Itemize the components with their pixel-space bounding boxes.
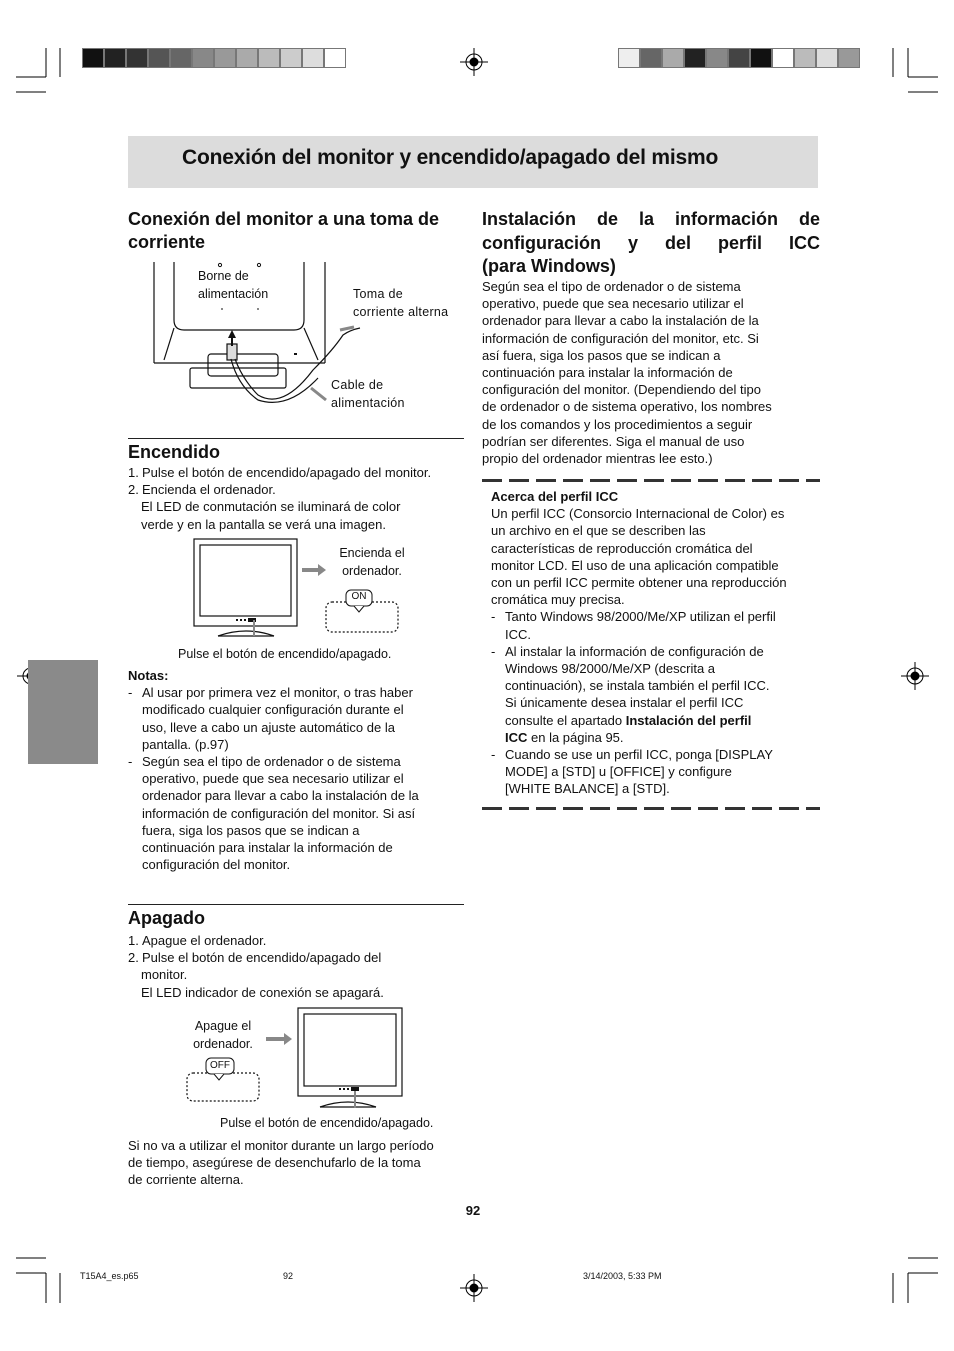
- nota-line: operativo, puede que sea necesario utilizar el: [142, 771, 404, 787]
- step-number: 2.: [128, 482, 139, 498]
- nota-line: información de configuración del monitor. Si así: [142, 805, 416, 821]
- label-line: Apague el: [194, 1019, 252, 1033]
- page-title: Conexión del monitor y encendido/apagado del mismo: [182, 146, 719, 169]
- intro-line: operativo, puede que sea necesario utilizar el: [482, 296, 744, 312]
- fig2-caption: Pulse el botón de encendido/apagado.: [178, 647, 392, 661]
- dashed-divider: [482, 807, 820, 810]
- icc-line: características de reproducción cromática del: [491, 540, 753, 556]
- label-line: alimentación: [331, 395, 405, 410]
- intro-line: de ordenador o de sistema operativo, los nombres: [482, 399, 772, 415]
- item-line: [505, 729, 821, 746]
- label-line: corriente alterna: [353, 304, 449, 319]
- nota-line: uso, lleve a cabo un ajuste automático de la: [142, 719, 395, 735]
- label-cable: [331, 377, 405, 412]
- icc-heading: [482, 208, 820, 279]
- item-line: [WHITE BALANCE] a [STD].: [505, 781, 670, 797]
- step-number: 2.: [128, 950, 139, 966]
- item-line: Cuando se use un perfil ICC, ponga [DISPLAY: [505, 747, 773, 763]
- icc-line: Un perfil ICC (Consorcio Internacional de Color) es: [491, 506, 785, 522]
- item-text: consulte el apartado: [505, 712, 626, 728]
- divider: [128, 438, 464, 439]
- label-borne: [198, 268, 268, 303]
- label-apague: [184, 1018, 262, 1053]
- heading-line: Instalación de la información de: [482, 209, 820, 229]
- item-line: Tanto Windows 98/2000/Me/XP utilizan el perfil: [505, 609, 776, 625]
- closing-line: de tiempo, asegúrese de desenchufarlo de la toma: [128, 1155, 421, 1171]
- footer-date: 3/14/2003, 5:33 PM: [583, 1271, 662, 1281]
- label-line: ordenador.: [193, 1036, 253, 1051]
- heading-line: configuración y del perfil ICC: [482, 232, 820, 253]
- label-line: ordenador.: [342, 563, 402, 578]
- footer-file: T15A4_es.p65: [80, 1271, 139, 1281]
- nota-item: [128, 753, 466, 873]
- step-note: [128, 498, 468, 532]
- step-number: 1.: [128, 933, 139, 948]
- step-item: [128, 464, 468, 481]
- closing-line: de corriente alterna.: [128, 1172, 244, 1188]
- divider: [128, 904, 464, 905]
- intro-line: propio del ordenador mientras lee esto.): [482, 451, 713, 467]
- step-number: 1.: [128, 465, 139, 480]
- footer-page: 92: [283, 1271, 294, 1281]
- icc-box: [491, 488, 821, 798]
- color-bar-right: [618, 48, 860, 68]
- note-line: El LED de conmutación se iluminará de color: [141, 499, 401, 515]
- closing-line: Si no va a utilizar el monitor durante un largo período: [128, 1138, 434, 1153]
- step-item: [128, 932, 468, 949]
- icc-item: [491, 608, 821, 642]
- intro-line: Según sea el tipo de ordenador o de sistema: [482, 279, 741, 294]
- heading-line: (para Windows): [482, 256, 616, 276]
- intro-line: podrían ser diferentes. Siga el manual de uso: [482, 433, 745, 449]
- cont-line: monitor.: [141, 967, 188, 983]
- step-text: Pulse el botón de encendido/apagado del: [142, 950, 382, 966]
- cont-line: El LED indicador de conexión se apagará.: [141, 984, 384, 1000]
- nota-line: fuera, siga los pasos que se indican a: [142, 822, 360, 838]
- label-line: alimentación: [198, 286, 269, 301]
- conexion-heading: Conexión del monitor a una toma de corriente: [128, 209, 440, 252]
- dash-bullet: -: [128, 685, 133, 701]
- label-line: Borne de: [198, 269, 249, 283]
- item-bold: ICC: [505, 729, 528, 745]
- icc-line: cromática muy precisa.: [491, 592, 625, 608]
- on-badge-label: ON: [351, 591, 367, 602]
- apagado-heading: Apagado: [128, 908, 206, 928]
- nota-line: modificado cualquier configuración durante el: [142, 702, 404, 718]
- color-bar-left: [82, 48, 346, 68]
- closing-text: [128, 1137, 473, 1189]
- label-line: Cable de: [331, 378, 384, 392]
- power-connection-diagram: [128, 260, 473, 415]
- step-text: Pulse el botón de encendido/apagado del monitor.: [142, 465, 432, 480]
- dash-bullet: -: [491, 747, 496, 763]
- dashed-divider: [482, 479, 820, 482]
- label-toma: [353, 286, 448, 321]
- encendido-steps: [128, 464, 468, 533]
- intro-line: continuación para instalar la información de: [482, 365, 733, 381]
- dash-bullet: -: [128, 754, 133, 770]
- intro-line: configuración del monitor. (Dependiendo del tipo: [482, 382, 761, 398]
- section-tab: [28, 660, 98, 764]
- item-line: continuación), se instala también el perfil ICC.: [505, 678, 770, 694]
- item-line: Si únicamente desea instalar el perfil ICC: [505, 695, 744, 711]
- page-number: 92: [465, 1203, 481, 1218]
- step-item: [128, 949, 468, 966]
- encendido-heading: Encendido: [128, 442, 221, 462]
- nota-line: Según sea el tipo de ordenador o de sistema: [142, 754, 401, 770]
- note-line: verde y en la pantalla se verá una imagen.: [141, 516, 386, 532]
- label-line: Toma de: [353, 287, 404, 301]
- icc-item: [491, 643, 821, 746]
- icc-box-heading: Acerca del perfil ICC: [491, 489, 619, 504]
- step-item: [128, 481, 468, 498]
- notas-heading: Notas:: [128, 668, 169, 683]
- label-line: Encienda el: [339, 546, 405, 560]
- label-encienda: [333, 545, 411, 580]
- item-line: MODE] a [STD] u [OFFICE] y configure: [505, 764, 732, 780]
- item-line: Windows 98/2000/Me/XP (descrita a: [505, 661, 716, 677]
- apagado-steps: [128, 932, 468, 1001]
- dash-bullet: -: [491, 609, 496, 625]
- item-line: [505, 712, 821, 729]
- item-bold: Instalación del perfil: [625, 712, 752, 728]
- icc-intro: [482, 278, 820, 467]
- nota-line: Al usar por primera vez el monitor, o tras haber: [142, 685, 413, 701]
- icc-item: [491, 746, 821, 798]
- step-cont: [128, 966, 468, 1000]
- title-band: [128, 136, 818, 188]
- intro-line: ordenador para llevar a cabo la instalación de la: [482, 313, 759, 329]
- fig3-caption: Pulse el botón de encendido/apagado.: [220, 1116, 434, 1130]
- icc-line: con un perfil ICC permite obtener una reproducción: [491, 575, 787, 591]
- off-badge-label: OFF: [210, 1060, 230, 1071]
- nota-line: configuración del monitor.: [142, 857, 291, 873]
- notas: [128, 667, 466, 873]
- nota-line: ordenador para llevar a cabo la instalación de la: [142, 788, 419, 804]
- nota-line: continuación para instalar la información de: [142, 840, 393, 856]
- item-line: ICC.: [505, 626, 531, 642]
- icc-line: monitor LCD. El uso de una aplicación compatible: [491, 557, 779, 573]
- dash-bullet: -: [491, 643, 496, 659]
- item-text: en la página 95.: [527, 729, 624, 745]
- intro-line: así fuera, siga los pasos que se indican a: [482, 347, 721, 363]
- step-text: Encienda el ordenador.: [142, 482, 276, 498]
- nota-item: [128, 684, 466, 753]
- nota-line: pantalla. (p.97): [142, 736, 229, 752]
- icc-line: un archivo en el que se describen las: [491, 523, 706, 539]
- item-line: Al instalar la información de configuración de: [505, 643, 764, 659]
- intro-line: de los comandos y los procedimientos a seguir: [482, 416, 753, 432]
- intro-line: información de configuración del monitor, etc. Si: [482, 330, 759, 346]
- step-text: Apague el ordenador.: [142, 933, 267, 948]
